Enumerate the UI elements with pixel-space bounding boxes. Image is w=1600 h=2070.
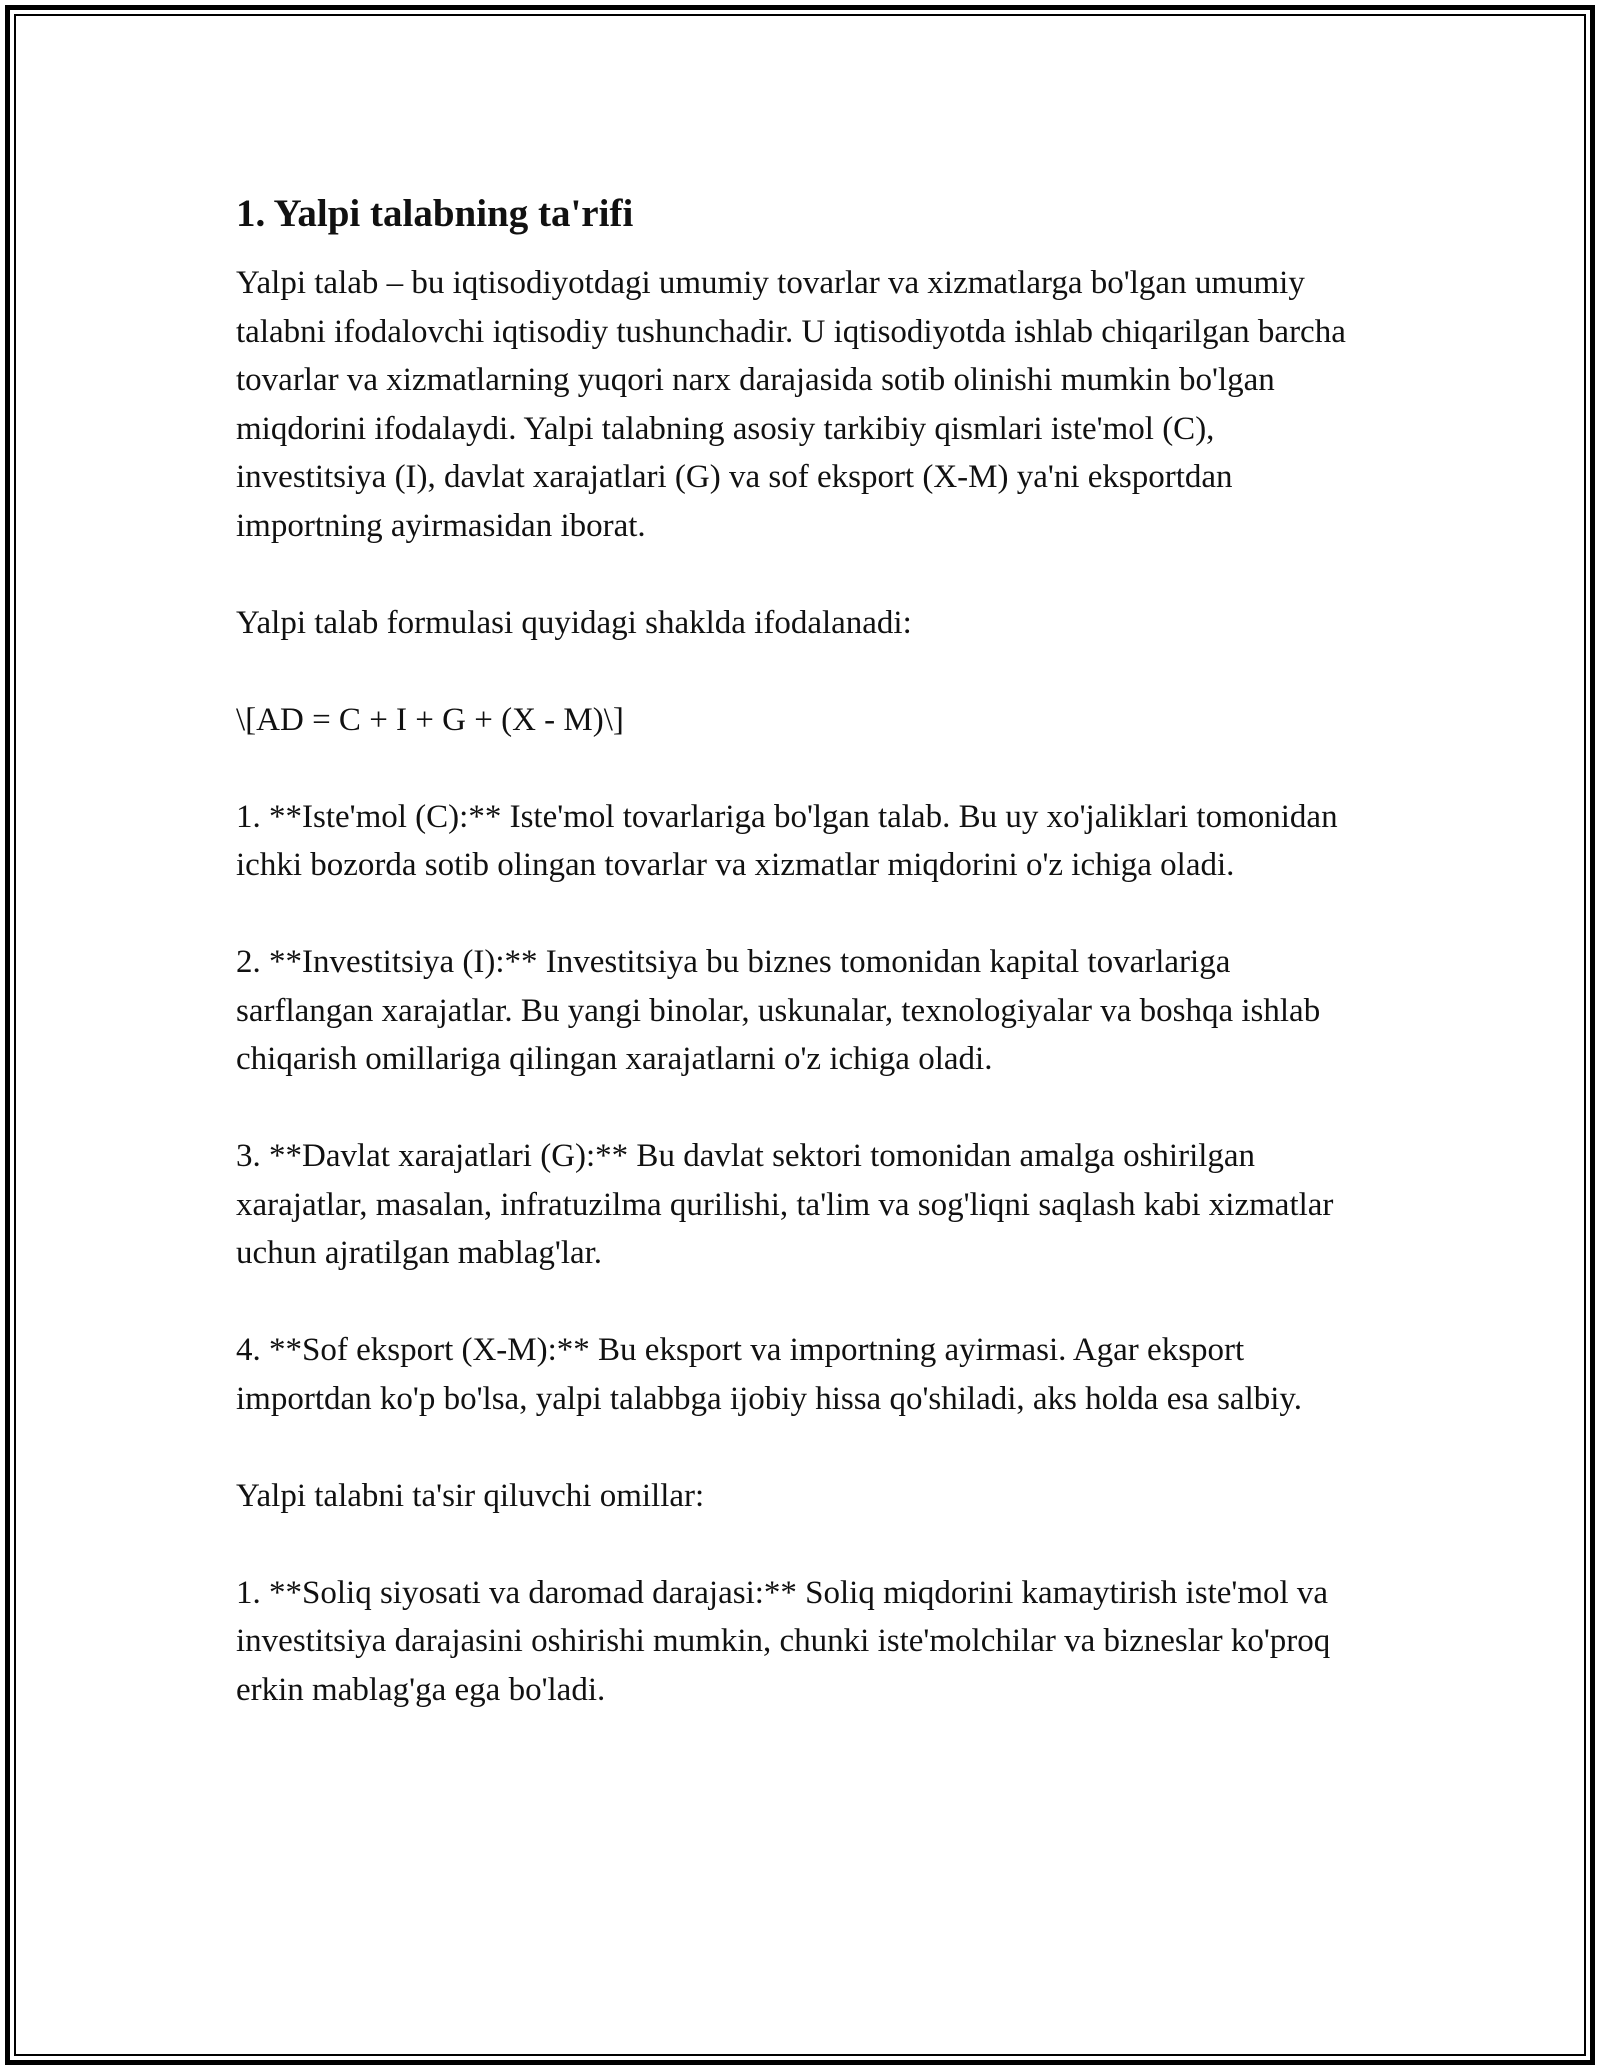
document-body	[236, 186, 1366, 1763]
paragraph-tax-policy: 1. **Soliq siyosati va daromad darajasi:** Soliq miqdorini kamaytirish iste'mol va investitsiya darajasini oshirishi mumkin, chunki iste'molchilar va bizneslar ko'proq erkin mablag'ga ega bo'ladi.	[236, 1574, 1331, 1708]
document-title: 1. Yalpi talabning ta'rifi	[236, 192, 634, 235]
paragraph-investment: 2. **Investitsiya (I):** Investitsiya bu biznes tomonidan kapital tovarlariga sarflangan xarajatlar. Bu yangi binolar, uskunalar, texnologiyalar va boshqa ishlab chiqarish omillariga qilingan xarajatlarni o'z ichiga oladi.	[236, 944, 1321, 1077]
paragraph-formula: \[AD = C + I + G + (X - M)\]	[236, 701, 624, 738]
paragraph-net-export: 4. **Sof eksport (X-M):** Bu eksport va importning ayirmasi. Agar eksport importdan ko'p bo'lsa, yalpi talabbga ijobiy hissa qo'shiladi, aks holda esa salbiy.	[236, 1332, 1303, 1417]
paragraph-government-spending: 3. **Davlat xarajatlari (G):** Bu davlat sektori tomonidan amalga oshirilgan xarajatlar, masalan, infratuzilma qurilishi, ta'lim va sog'liqni saqlash kabi xizmatlar uchun ajratilgan mablag'lar.	[236, 1138, 1334, 1271]
paragraph-consumption: 1. **Iste'mol (C):** Iste'mol tovarlariga bo'lgan talab. Bu uy xo'jaliklari tomonidan ichki bozorda sotib olingan tovarlar va xizmatlar miqdorini o'z ichiga oladi.	[236, 798, 1338, 883]
paragraph-definition: Yalpi talab – bu iqtisodiyotdagi umumiy tovarlar va xizmatlarga bo'lgan umumiy talabni ifodalovchi iqtisodiy tushunchadir. U iqtisodiyotda ishlab chiqarilgan barcha tovarlar va xizmatlarning yuqori narx darajasida sotib olinishi mumkin bo'lgan miqdorini ifodalaydi. Yalpi talabning asosiy tarkibiy qismlari iste'mol (C), investitsiya (I), davlat xarajatlari (G) va sof eksport (X-M) ya'ni eksportdan importning ayirmasidan iborat.	[236, 265, 1346, 544]
paragraph-formula-intro: Yalpi talab formulasi quyidagi shaklda ifodalanadi:	[236, 604, 912, 641]
paragraph-factors-intro: Yalpi talabni ta'sir qiluvchi omillar:	[236, 1477, 705, 1514]
